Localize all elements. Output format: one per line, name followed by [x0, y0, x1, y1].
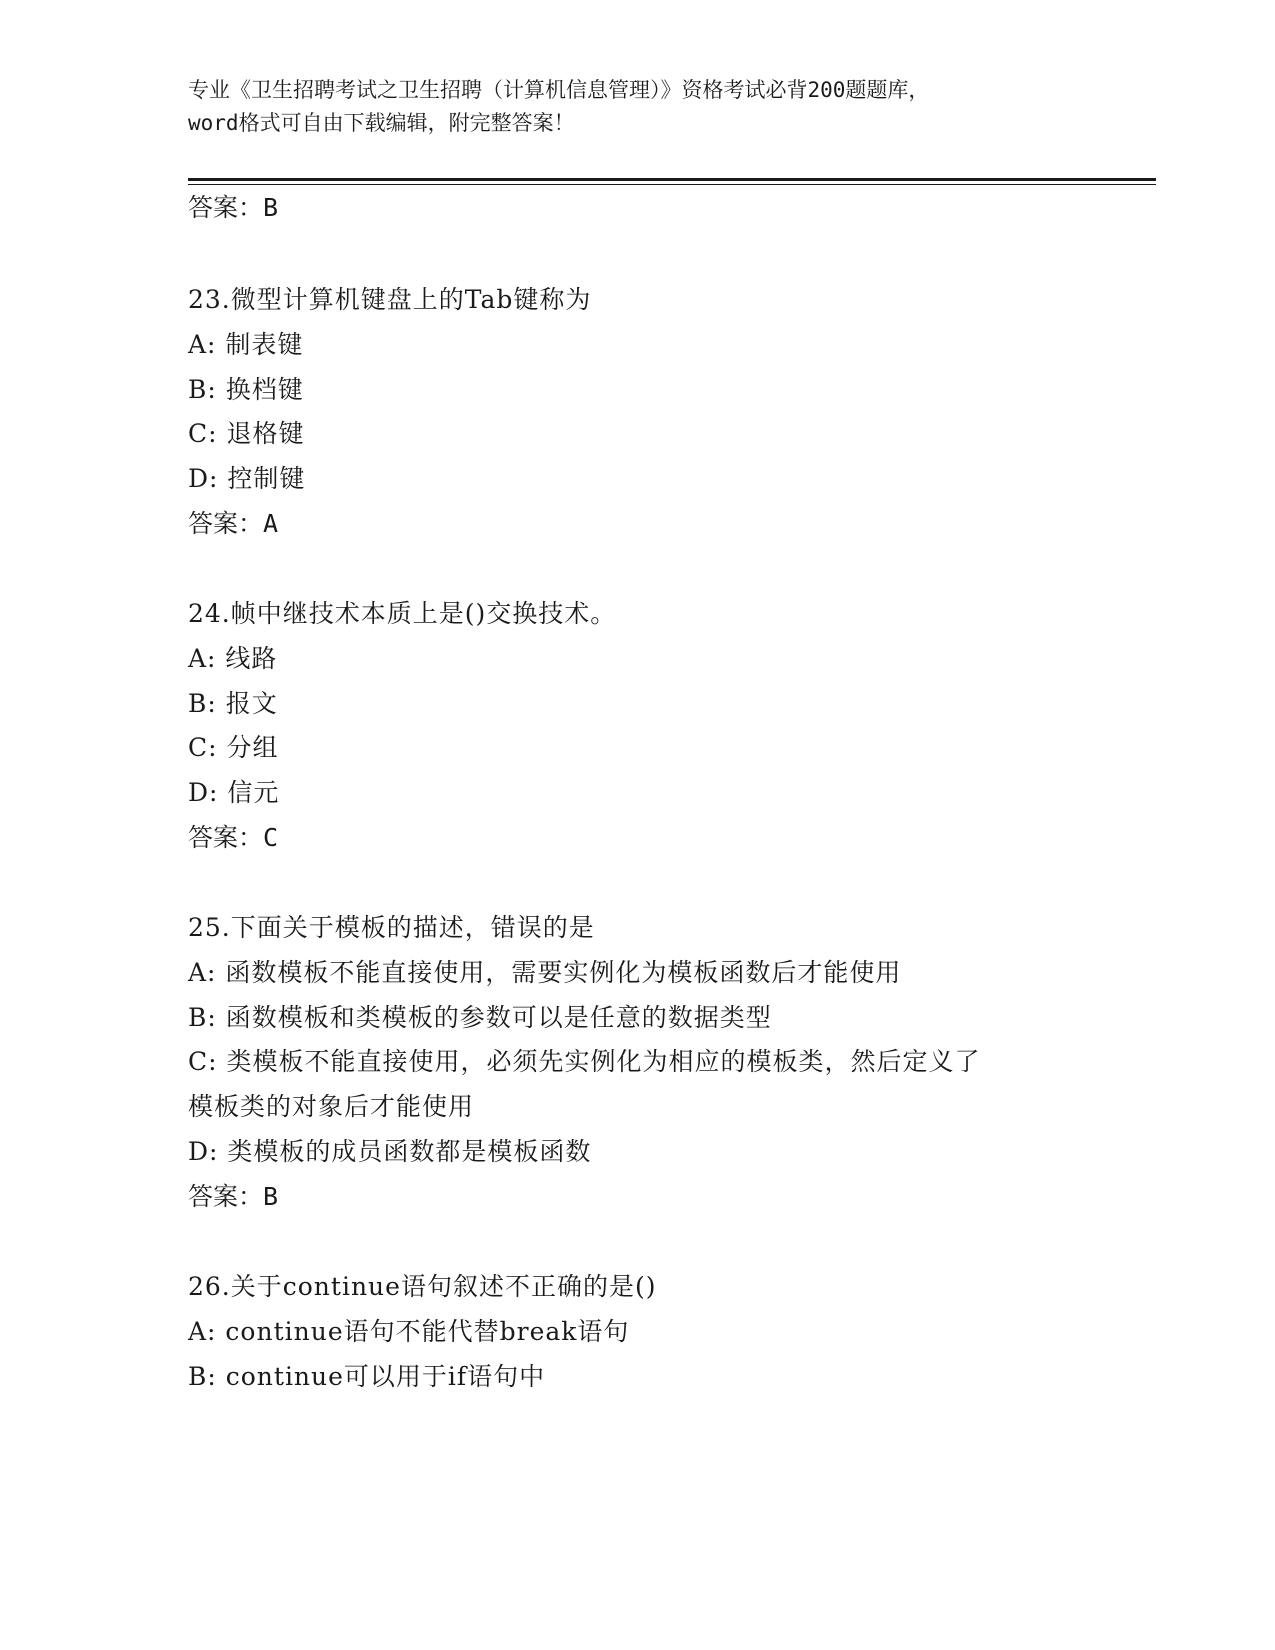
question-25-answer: 答案：B — [188, 1182, 279, 1211]
question-25-option-a: A: 函数模板不能直接使用，需要实例化为模板函数后才能使用 — [188, 958, 902, 987]
question-25-option-c-continued: 模板类的对象后才能使用 — [188, 1092, 475, 1121]
question-23-option-c: C: 退格键 — [188, 419, 305, 448]
header-line-2: word格式可自由下载编辑，附完整答案！ — [188, 111, 575, 135]
question-25-stem: 25.下面关于模板的描述，错误的是 — [188, 913, 595, 942]
header-divider-thin — [188, 184, 1156, 185]
question-25-option-b: B: 函数模板和类模板的参数可以是任意的数据类型 — [188, 1003, 772, 1032]
question-24-stem: 24.帧中继技术本质上是()交换技术。 — [188, 599, 617, 628]
question-26-option-b: B: continue可以用于if语句中 — [188, 1362, 546, 1391]
question-24-option-d: D: 信元 — [188, 778, 280, 807]
question-23-option-a: A: 制表键 — [188, 330, 304, 359]
question-26-option-a: A: continue语句不能代替break语句 — [188, 1317, 630, 1346]
question-24-option-b: B: 报文 — [188, 689, 278, 718]
question-24-option-c: C: 分组 — [188, 733, 279, 762]
question-24-answer: 答案：C — [188, 823, 279, 852]
question-25-option-c: C: 类模板不能直接使用，必须先实例化为相应的模板类，然后定义了 — [188, 1047, 981, 1076]
question-23-option-d: D: 控制键 — [188, 464, 306, 493]
question-25-option-d: D: 类模板的成员函数都是模板函数 — [188, 1137, 592, 1166]
document-header — [188, 74, 1088, 140]
previous-answer: 答案：B — [188, 193, 279, 222]
header-line-1: 专业《卫生招聘考试之卫生招聘（计算机信息管理）》资格考试必背200题题库， — [188, 78, 930, 102]
question-23-option-b: B: 换档键 — [188, 375, 304, 404]
header-divider-thick — [188, 178, 1156, 181]
question-23-answer: 答案：A — [188, 509, 279, 538]
question-26-stem: 26.关于continue语句叙述不正确的是() — [188, 1272, 657, 1301]
question-24-option-a: A: 线路 — [188, 644, 278, 673]
question-23-stem: 23.微型计算机键盘上的Tab键称为 — [188, 285, 592, 314]
